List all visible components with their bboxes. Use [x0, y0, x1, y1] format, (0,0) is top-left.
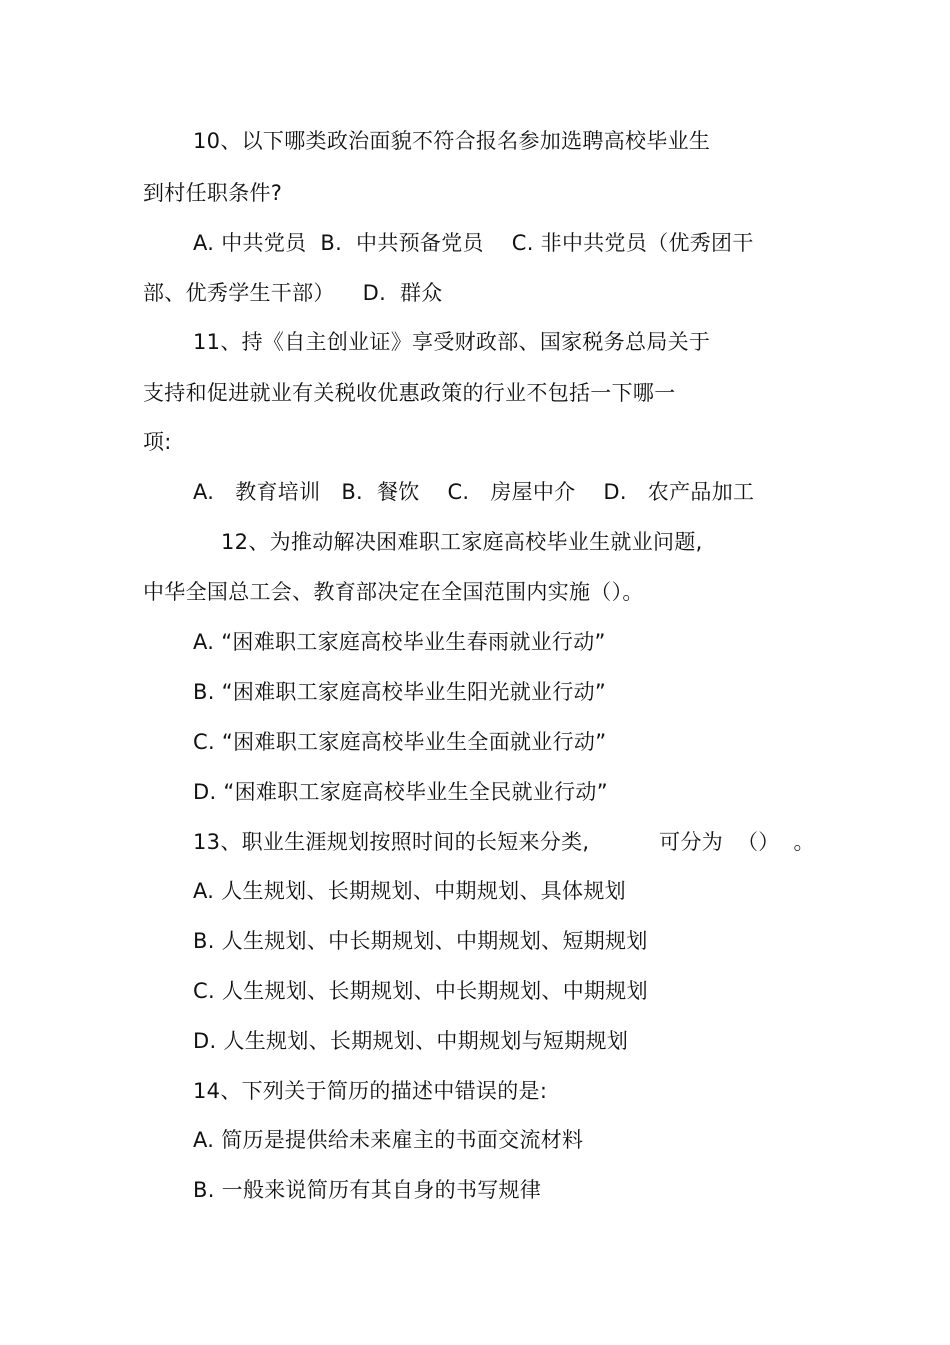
q13-option-c: C. 人生规划、长期规划、中长期规划、中期规划 [193, 979, 648, 1003]
q13-option-b: B. 人生规划、中长期规划、中期规划、短期规划 [193, 929, 648, 953]
q11-line-2: 支持和促进就业有关税收优惠政策的行业不包括一下哪一 [143, 381, 676, 405]
q14-option-b: B. 一般来说简历有其自身的书写规律 [193, 1178, 542, 1202]
q12-line-2: 中华全国总工会、教育部决定在全国范围内实施（）。 [143, 580, 644, 604]
q12-option-b: B. “困难职工家庭高校毕业生阳光就业行动” [193, 680, 607, 704]
q10-options-1: A. 中共党员 B. 中共预备党员 C. 非中共党员（优秀团干 [193, 231, 754, 255]
q14-line-1: 14、下列关于简历的描述中错误的是: [193, 1079, 548, 1103]
q14-option-a: A. 简历是提供给未来雇主的书面交流材料 [193, 1128, 584, 1152]
q12-option-a: A. “困难职工家庭高校毕业生春雨就业行动” [193, 630, 606, 654]
q11-line-1: 11、持《自主创业证》享受财政部、国家税务总局关于 [193, 330, 711, 354]
q12-line-1: 12、为推动解决困难职工家庭高校毕业生就业问题, [221, 530, 703, 554]
q11-options: A. 教育培训 B. 餐饮 C. 房屋中介 D. 农产品加工 [193, 480, 755, 504]
q12-option-c: C. “困难职工家庭高校毕业生全面就业行动” [193, 730, 607, 754]
q10-options-2: 部、优秀学生干部） D. 群众 [143, 281, 443, 305]
q13-option-a: A. 人生规划、长期规划、中期规划、具体规划 [193, 879, 626, 903]
q12-option-d: D. “困难职工家庭高校毕业生全民就业行动” [193, 780, 608, 804]
q10-line-2: 到村任职条件? [143, 181, 283, 205]
q13-line-1: 13、职业生涯规划按照时间的长短来分类, 可分为 （） 。 [193, 830, 815, 854]
q10-line-1: 10、以下哪类政治面貌不符合报名参加选聘高校毕业生 [193, 129, 711, 153]
q13-option-d: D. 人生规划、长期规划、中期规划与短期规划 [193, 1029, 629, 1053]
q11-line-3: 项: [143, 430, 172, 454]
